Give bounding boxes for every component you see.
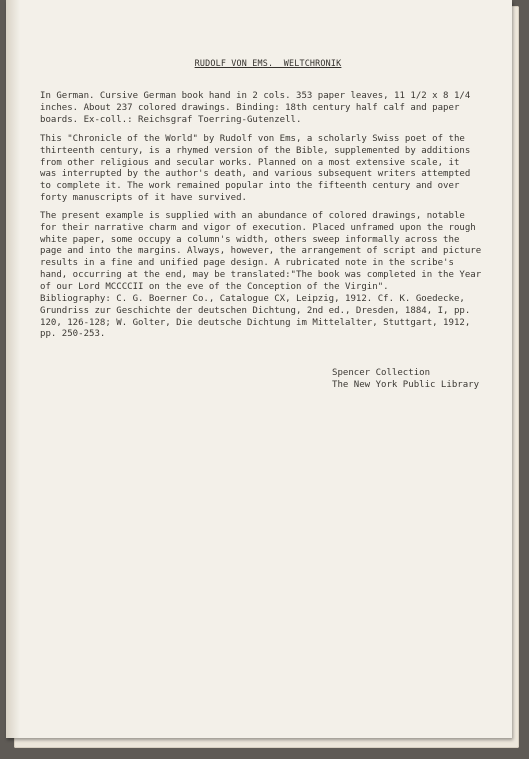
text-line: white paper, some occupy a column's width, others sweep informally across the: [40, 234, 460, 245]
text-line: inches. About 237 colored drawings. Binding: 18th century half calf and paper: [40, 102, 460, 113]
text-line: forty manuscripts of it have survived.: [40, 192, 247, 203]
text-line: hand, occurring at the end, may be translated:"The book was completed in the Year: [40, 269, 482, 280]
text-line: was interrupted by the author's death, and various subsequent writers attempted: [40, 169, 471, 180]
text-line: thirteenth century, is a rhymed version of the Bible, supplemented by additions: [40, 145, 471, 156]
bibliography-paragraph: [40, 294, 490, 341]
signature-block: [332, 367, 479, 391]
text-line: Grundriss zur Geschichte der deutschen Dichtung, 2nd ed., Dresden, 1884, I, pp.: [40, 305, 471, 316]
signature-line: Spencer Collection: [332, 368, 431, 378]
text-line: boards. Ex-coll.: Reichsgraf Toerring-Gutenzell.: [40, 114, 302, 125]
document-page: [6, 0, 512, 738]
text-line: from other religious and secular works. Planned on a most extensive scale, it: [40, 157, 460, 168]
text-line: 120, 126-128; W. Golter, Die deutsche Dichtung im Mittelalter, Stuttgart, 1912,: [40, 317, 471, 328]
text-line: results in a fine and unified page design. A rubricated note in the scribe's: [40, 258, 454, 269]
text-line: This "Chronicle of the World" by Rudolf von Ems, a scholarly Swiss poet of the: [40, 134, 465, 144]
history-paragraph: [40, 134, 490, 205]
text-line: for their narrative charm and vigor of execution. Placed unframed upon the rough: [40, 222, 476, 233]
drawings-paragraph: [40, 211, 490, 294]
text-line: of our Lord MCCCCII on the eve of the Conception of the Virgin".: [40, 281, 389, 292]
text-line: In German. Cursive German book hand in 2 cols. 353 paper leaves, 11 1/2 x 8 1/4: [40, 91, 471, 101]
text-line: Bibliography: C. G. Boerner Co., Catalogue CX, Leipzig, 1912. Cf. K. Goedecke,: [40, 294, 465, 304]
text-line: The present example is supplied with an abundance of colored drawings, notable: [40, 211, 465, 221]
text-line: to complete it. The work remained popular into the fifteenth century and over: [40, 181, 460, 192]
document-title: RUDOLF VON EMS. WELTCHRONIK: [194, 58, 342, 68]
signature-line: The New York Public Library: [332, 380, 480, 390]
text-line: page and into the margins. Always, however, the arrangement of script and picture: [40, 246, 482, 257]
description-paragraph: [40, 91, 490, 126]
text-line: pp. 250-253.: [40, 329, 106, 340]
